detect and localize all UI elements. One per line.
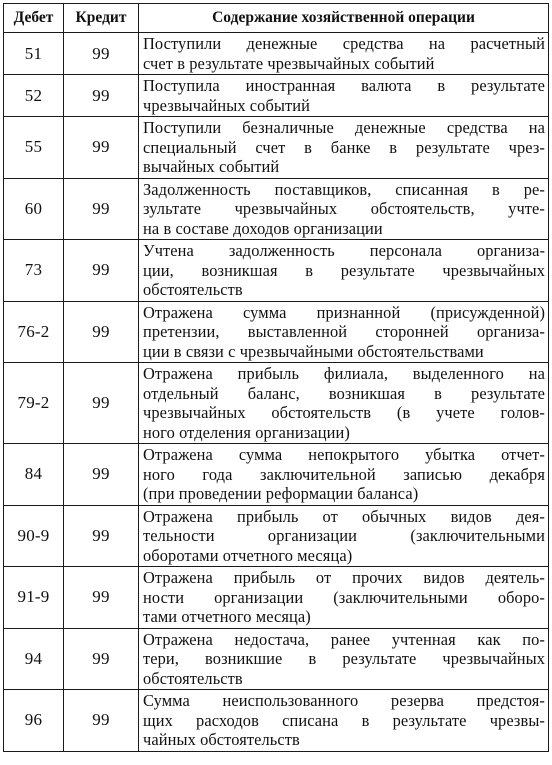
description-line: обстоятельств — [143, 668, 243, 688]
credit-account-cell: 99 — [64, 628, 139, 690]
table-body — [4, 33, 549, 752]
debit-account-cell: 84 — [4, 444, 64, 506]
description-line: Поступили безналичные денежные средства на — [143, 118, 545, 137]
description-line: ного отделения организации) — [143, 422, 350, 442]
operation-description-cell — [139, 301, 549, 363]
description-line: щих расходов списана в результате чрезвы- — [143, 710, 545, 730]
description-line: счет в результате чрезвычайных событий — [143, 53, 435, 73]
description-line: Поступила иностранная валюта в результате — [143, 76, 545, 95]
debit-account-cell: 91-9 — [4, 567, 64, 629]
description-line: ности организации (заключительными оборо- — [143, 587, 545, 607]
header-row — [4, 4, 549, 33]
description-line: тельности организации (заключительными — [143, 526, 545, 545]
description-line: ции в связи с чрезвычайными обстоятельствами — [143, 341, 484, 361]
credit-account-cell: 99 — [64, 33, 139, 75]
operation-description-cell — [139, 178, 549, 240]
debit-account-cell: 73 — [4, 240, 64, 302]
table-row — [4, 505, 549, 567]
operation-description-cell — [139, 628, 549, 690]
operation-description-cell — [139, 363, 549, 444]
description-line: тами отчетного месяца) — [143, 607, 311, 626]
header-operation-content: Содержание хозяйственной операции — [139, 4, 549, 33]
description-line: специальный счет в банке в результате чрез- — [143, 137, 545, 157]
description-line: Отражена прибыль от обычных видов дея- — [143, 506, 545, 526]
debit-account-cell: 90-9 — [4, 505, 64, 567]
description-line: оборотами отчетного месяца) — [143, 545, 353, 565]
accounting-entries-table — [3, 3, 549, 752]
credit-account-cell: 99 — [64, 301, 139, 363]
operation-description-cell — [139, 240, 549, 302]
description-line: на в составе доходов организации — [143, 218, 383, 238]
credit-account-cell: 99 — [64, 567, 139, 629]
credit-account-cell: 99 — [64, 178, 139, 240]
credit-account-cell: 99 — [64, 505, 139, 567]
operation-description-cell — [139, 117, 549, 179]
table-row — [4, 444, 549, 506]
description-line: Задолженность поставщиков, списанная в ре- — [143, 179, 545, 199]
table-row — [4, 690, 549, 752]
debit-account-cell: 94 — [4, 628, 64, 690]
operation-description-cell — [139, 690, 549, 752]
description-line: чрезвычайных событий — [143, 95, 311, 115]
debit-account-cell: 55 — [4, 117, 64, 179]
table-header — [4, 4, 549, 33]
debit-account-cell: 52 — [4, 75, 64, 117]
description-line: отдельный баланс, возникшая в результате — [143, 383, 545, 403]
debit-account-cell: 60 — [4, 178, 64, 240]
credit-account-cell: 99 — [64, 75, 139, 117]
table-row — [4, 628, 549, 690]
table-row — [4, 117, 549, 179]
debit-account-cell: 76-2 — [4, 301, 64, 363]
credit-account-cell: 99 — [64, 117, 139, 179]
credit-account-cell: 99 — [64, 240, 139, 302]
description-line: Отражена прибыль филиала, выделенного на — [143, 364, 545, 383]
description-line: Отражена прибыль от прочих видов деятель- — [143, 568, 545, 587]
operation-description-cell — [139, 444, 549, 506]
description-line: Отражена сумма непокрытого убытка отчет- — [143, 445, 545, 464]
debit-account-cell: 51 — [4, 33, 64, 75]
debit-account-cell: 96 — [4, 690, 64, 752]
description-line: Поступили денежные средства на расчетный — [143, 34, 545, 53]
table-row — [4, 301, 549, 363]
operation-description-cell — [139, 505, 549, 567]
operation-description-cell — [139, 33, 549, 75]
credit-account-cell: 99 — [64, 363, 139, 444]
description-line: зультате чрезвычайных обстоятельств, учте- — [143, 199, 545, 218]
header-credit: Кредит — [64, 4, 139, 33]
description-line: ного года заключительной записью декабря — [143, 464, 545, 484]
description-line: ции, возникшая в результате чрезвычайных — [143, 260, 545, 280]
description-line: Учтена задолженность персонала организа- — [143, 241, 545, 260]
description-line: Сумма неиспользованного резерва предстоя- — [143, 691, 545, 710]
header-debit: Дебет — [4, 4, 64, 33]
table-row — [4, 363, 549, 444]
operation-description-cell — [139, 567, 549, 629]
description-line: обстоятельств — [143, 280, 243, 299]
description-line: (при проведении реформации баланса) — [143, 484, 419, 503]
description-line: Отражена недостача, ранее учтенная как по- — [143, 629, 545, 649]
table-row — [4, 240, 549, 302]
description-line: чайных обстоятельств — [143, 730, 300, 749]
debit-account-cell: 79-2 — [4, 363, 64, 444]
credit-account-cell: 99 — [64, 690, 139, 752]
operation-description-cell — [139, 75, 549, 117]
description-line: тери, возникшие в результате чрезвычайных — [143, 649, 545, 668]
description-line: чрезвычайных обстоятельств (в учете голов- — [143, 403, 545, 422]
description-line: претензии, выставленной сторонней организа- — [143, 322, 545, 341]
table-row — [4, 75, 549, 117]
description-line: Отражена сумма признанной (присужденной) — [143, 302, 545, 322]
description-line: вычайных событий — [143, 157, 280, 176]
table-row — [4, 567, 549, 629]
table-row — [4, 33, 549, 75]
table-row — [4, 178, 549, 240]
credit-account-cell: 99 — [64, 444, 139, 506]
